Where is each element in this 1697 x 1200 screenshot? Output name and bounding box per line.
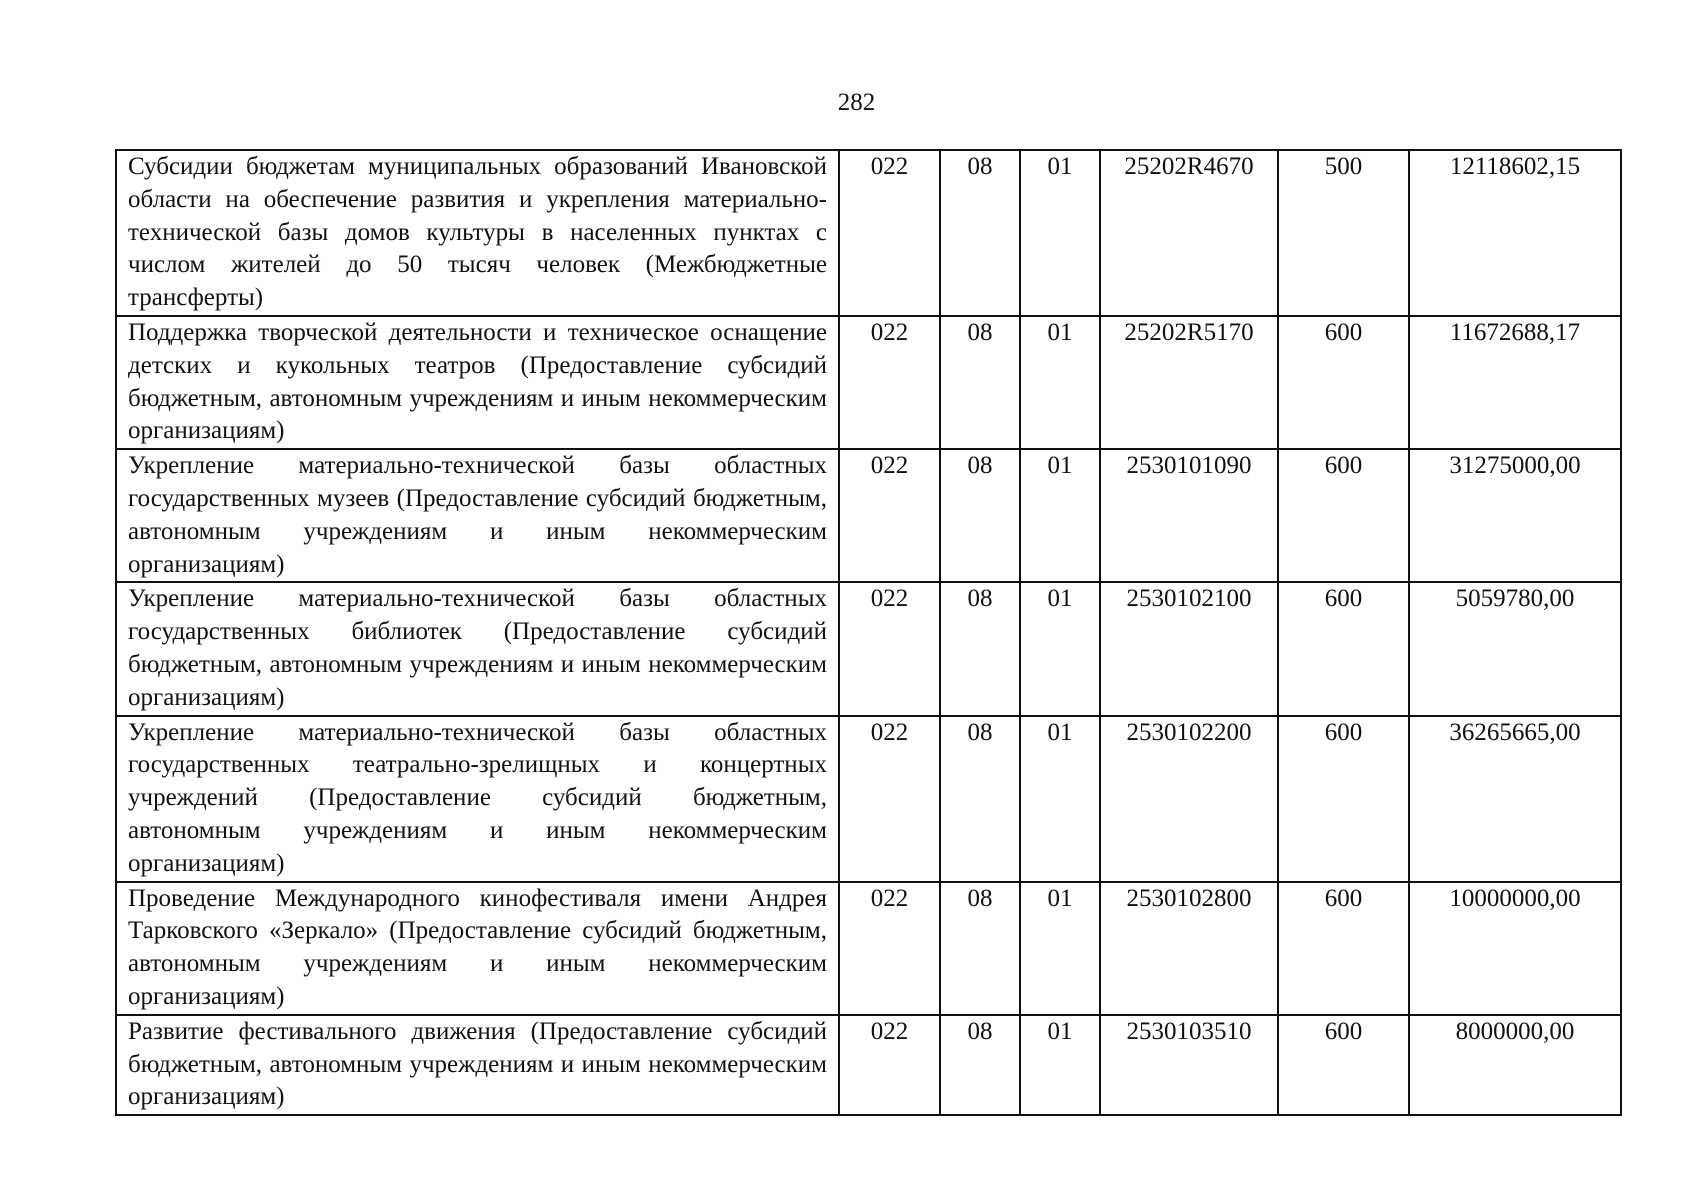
amount-value: 8000000,00 xyxy=(1409,1015,1621,1115)
ministry-code: 022 xyxy=(839,1015,940,1115)
section-code: 08 xyxy=(940,316,1020,449)
subsection-code: 01 xyxy=(1020,449,1100,582)
section-code: 08 xyxy=(940,449,1020,582)
amount-value: 5059780,00 xyxy=(1409,582,1621,715)
table-row xyxy=(116,1015,1621,1115)
expense-type-code: 600 xyxy=(1278,449,1409,582)
subsection-code: 01 xyxy=(1020,1015,1100,1115)
target-article-code: 2530103510 xyxy=(1100,1015,1278,1115)
section-code: 08 xyxy=(940,882,1020,1015)
expense-type-code: 600 xyxy=(1278,882,1409,1015)
row-description: Проведение Международного кинофестиваля имени Андрея Тарковского «Зеркало» (Предоставление субсидий бюджетным, автономным учреждениям и иным некоммерческим организациям) xyxy=(116,882,839,1015)
table-row xyxy=(116,449,1621,582)
amount-value: 10000000,00 xyxy=(1409,882,1621,1015)
subsection-code: 01 xyxy=(1020,882,1100,1015)
subsection-code: 01 xyxy=(1020,316,1100,449)
section-code: 08 xyxy=(940,716,1020,882)
page-number xyxy=(0,88,1697,118)
ministry-code: 022 xyxy=(839,316,940,449)
ministry-code: 022 xyxy=(839,882,940,1015)
target-article-code: 2530102200 xyxy=(1100,716,1278,882)
amount-value: 36265665,00 xyxy=(1409,716,1621,882)
table-row xyxy=(116,582,1621,715)
row-description: Поддержка творческой деятельности и техническое оснащение детских и кукольных театров (Предоставление субсидий бюджетным, автономным учреждениям и иным некоммерческим организациям) xyxy=(116,316,839,449)
expense-type-code: 600 xyxy=(1278,316,1409,449)
ministry-code: 022 xyxy=(839,150,940,316)
subsection-code: 01 xyxy=(1020,582,1100,715)
target-article-code: 2530101090 xyxy=(1100,449,1278,582)
expense-type-code: 500 xyxy=(1278,150,1409,316)
page-number-text: 282 xyxy=(837,89,876,116)
table-row xyxy=(116,882,1621,1015)
target-article-code: 25202R5170 xyxy=(1100,316,1278,449)
expense-type-code: 600 xyxy=(1278,1015,1409,1115)
row-description: Субсидии бюджетам муниципальных образований Ивановской области на обеспечение развития и укрепления материально-технической базы домов культуры в населенных пунктах с числом жителей до 50 тысяч человек (Межбюджетные трансферты) xyxy=(116,150,839,316)
amount-value: 31275000,00 xyxy=(1409,449,1621,582)
subsection-code: 01 xyxy=(1020,716,1100,882)
table-row xyxy=(116,316,1621,449)
expense-type-code: 600 xyxy=(1278,582,1409,715)
row-description: Укрепление материально-технической базы областных государственных музеев (Предоставление субсидий бюджетным, автономным учреждениям и иным некоммерческим организациям) xyxy=(116,449,839,582)
ministry-code: 022 xyxy=(839,449,940,582)
subsection-code: 01 xyxy=(1020,150,1100,316)
target-article-code: 2530102800 xyxy=(1100,882,1278,1015)
ministry-code: 022 xyxy=(839,582,940,715)
target-article-code: 25202R4670 xyxy=(1100,150,1278,316)
row-description: Укрепление материально-технической базы областных государственных библиотек (Предоставление субсидий бюджетным, автономным учреждениям и иным некоммерческим организациям) xyxy=(116,582,839,715)
section-code: 08 xyxy=(940,1015,1020,1115)
table-row xyxy=(116,716,1621,882)
section-code: 08 xyxy=(940,150,1020,316)
ministry-code: 022 xyxy=(839,716,940,882)
section-code: 08 xyxy=(940,582,1020,715)
row-description: Развитие фестивального движения (Предоставление субсидий бюджетным, автономным учреждениям и иным некоммерческим организациям) xyxy=(116,1015,839,1115)
table-row xyxy=(116,150,1621,316)
row-description: Укрепление материально-технической базы областных государственных театрально-зрелищных и концертных учреждений (Предоставление субсидий бюджетным, автономным учреждениям и иным некоммерческим организациям) xyxy=(116,716,839,882)
amount-value: 11672688,17 xyxy=(1409,316,1621,449)
expense-type-code: 600 xyxy=(1278,716,1409,882)
amount-value: 12118602,15 xyxy=(1409,150,1621,316)
budget-table xyxy=(115,149,1622,1116)
target-article-code: 2530102100 xyxy=(1100,582,1278,715)
